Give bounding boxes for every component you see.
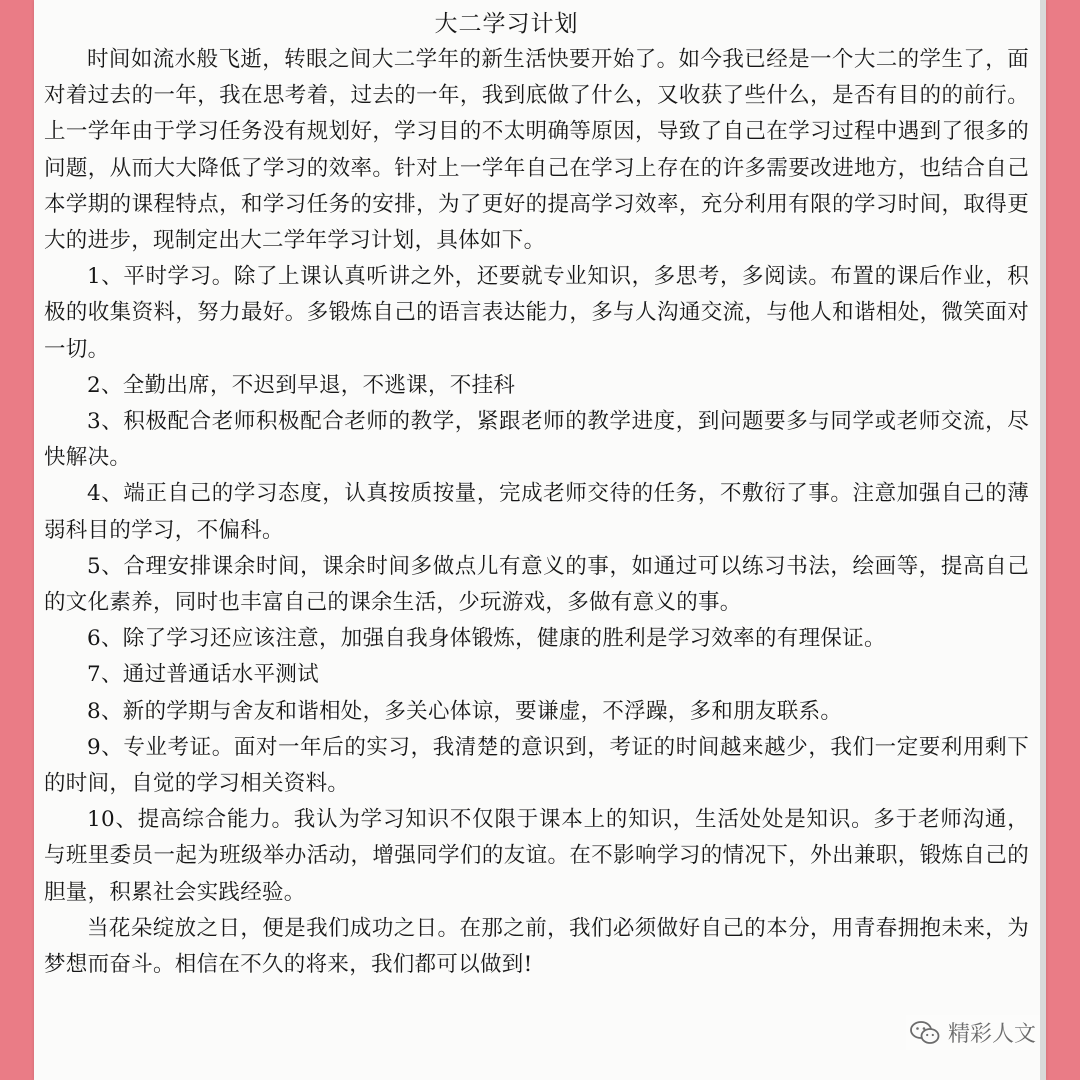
document-title: 大二学习计划 xyxy=(434,11,579,37)
paragraph-intro: 时间如流水般飞逝，转眼之间大二学年的新生活快要开始了。如今我已经是一个大二的学生了，面对着过去的一年，我在思考着，过去的一年，我到底做了什么，又收获了些什么，是否有目的的前行。上一学年由于学习任务没有规划好，学习目的不太明确等原因，导致了自己在学习过程中遇到了很多的问题，从而大大降低了学习的效率。针对上一学年自己在学习上存在的许多需要改进地方，也结合自己本学期的课程特点，和学习任务的安排，为了更好的提高学习效率，充分利用有限的学习时间，取得更大的进步，现制定出大二学年学习计划，具体如下。 xyxy=(44,47,1029,254)
wechat-icon xyxy=(910,1020,940,1046)
paragraph-item-2: 2、全勤出席，不迟到早退，不逃课，不挂科 xyxy=(87,372,516,398)
document-content xyxy=(44,6,1029,983)
paragraph-item-4: 4、端正自己的学习态度，认真按质按量，完成老师交待的任务，不敷衍了事。注意加强自己的薄弱科目的学习，不偏科。 xyxy=(44,481,1029,543)
page-edge-scrollbar xyxy=(1040,0,1046,1080)
paragraph-item-3: 3、积极配合老师积极配合老师的教学，紧跟老师的教学进度，到问题要多与同学或老师交流，尽快解决。 xyxy=(44,409,1029,471)
watermark-text: 精彩人文 xyxy=(947,1022,1036,1047)
paragraph-item-6: 6、除了学习还应该注意，加强自我身体锻炼，健康的胜利是学习效率的有理保证。 xyxy=(87,626,886,652)
paragraph-item-7: 7、通过普通话水平测试 xyxy=(87,662,319,688)
paragraph-item-5: 5、合理安排课余时间，课余时间多做点儿有意义的事，如通过可以练习书法，绘画等，提高自己的文化素养，同时也丰富自己的课余生活，少玩游戏，多做有意义的事。 xyxy=(44,553,1029,616)
paragraph-item-8: 8、新的学期与舍友和谐相处，多关心体谅，要谦虚，不浮躁，多和朋友联系。 xyxy=(87,698,843,724)
paragraph-item-1: 1、平时学习。除了上课认真听讲之外，还要就专业知识，多思考，多阅读。布置的课后作业，积极的收集资料，努力最好。多锻炼自己的语言表达能力，多与人沟通交流，与他人和谐相处，微笑面对一切。 xyxy=(44,264,1029,362)
paragraph-conclusion: 当花朵绽放之日，便是我们成功之日。在那之前，我们必须做好自己的本分，用青春拥抱未来，为梦想而奋斗。相信在不久的将来，我们都可以做到! xyxy=(44,915,1029,978)
watermark xyxy=(906,1015,1040,1050)
document-page xyxy=(34,0,1046,1080)
paragraph-item-10: 10、提高综合能力。我认为学习知识不仅限于课本上的知识，生活处处是知识。多于老师沟通，与班里委员一起为班级举办活动，增强同学们的友谊。在不影响学习的情况下，外出兼职，锻炼自己的胆量，积累社会实践经验。 xyxy=(44,807,1029,905)
paragraph-item-9: 9、专业考证。面对一年后的实习，我清楚的意识到，考证的时间越来越少，我们一定要利用剩下的时间，自觉的学习相关资料。 xyxy=(44,734,1029,797)
